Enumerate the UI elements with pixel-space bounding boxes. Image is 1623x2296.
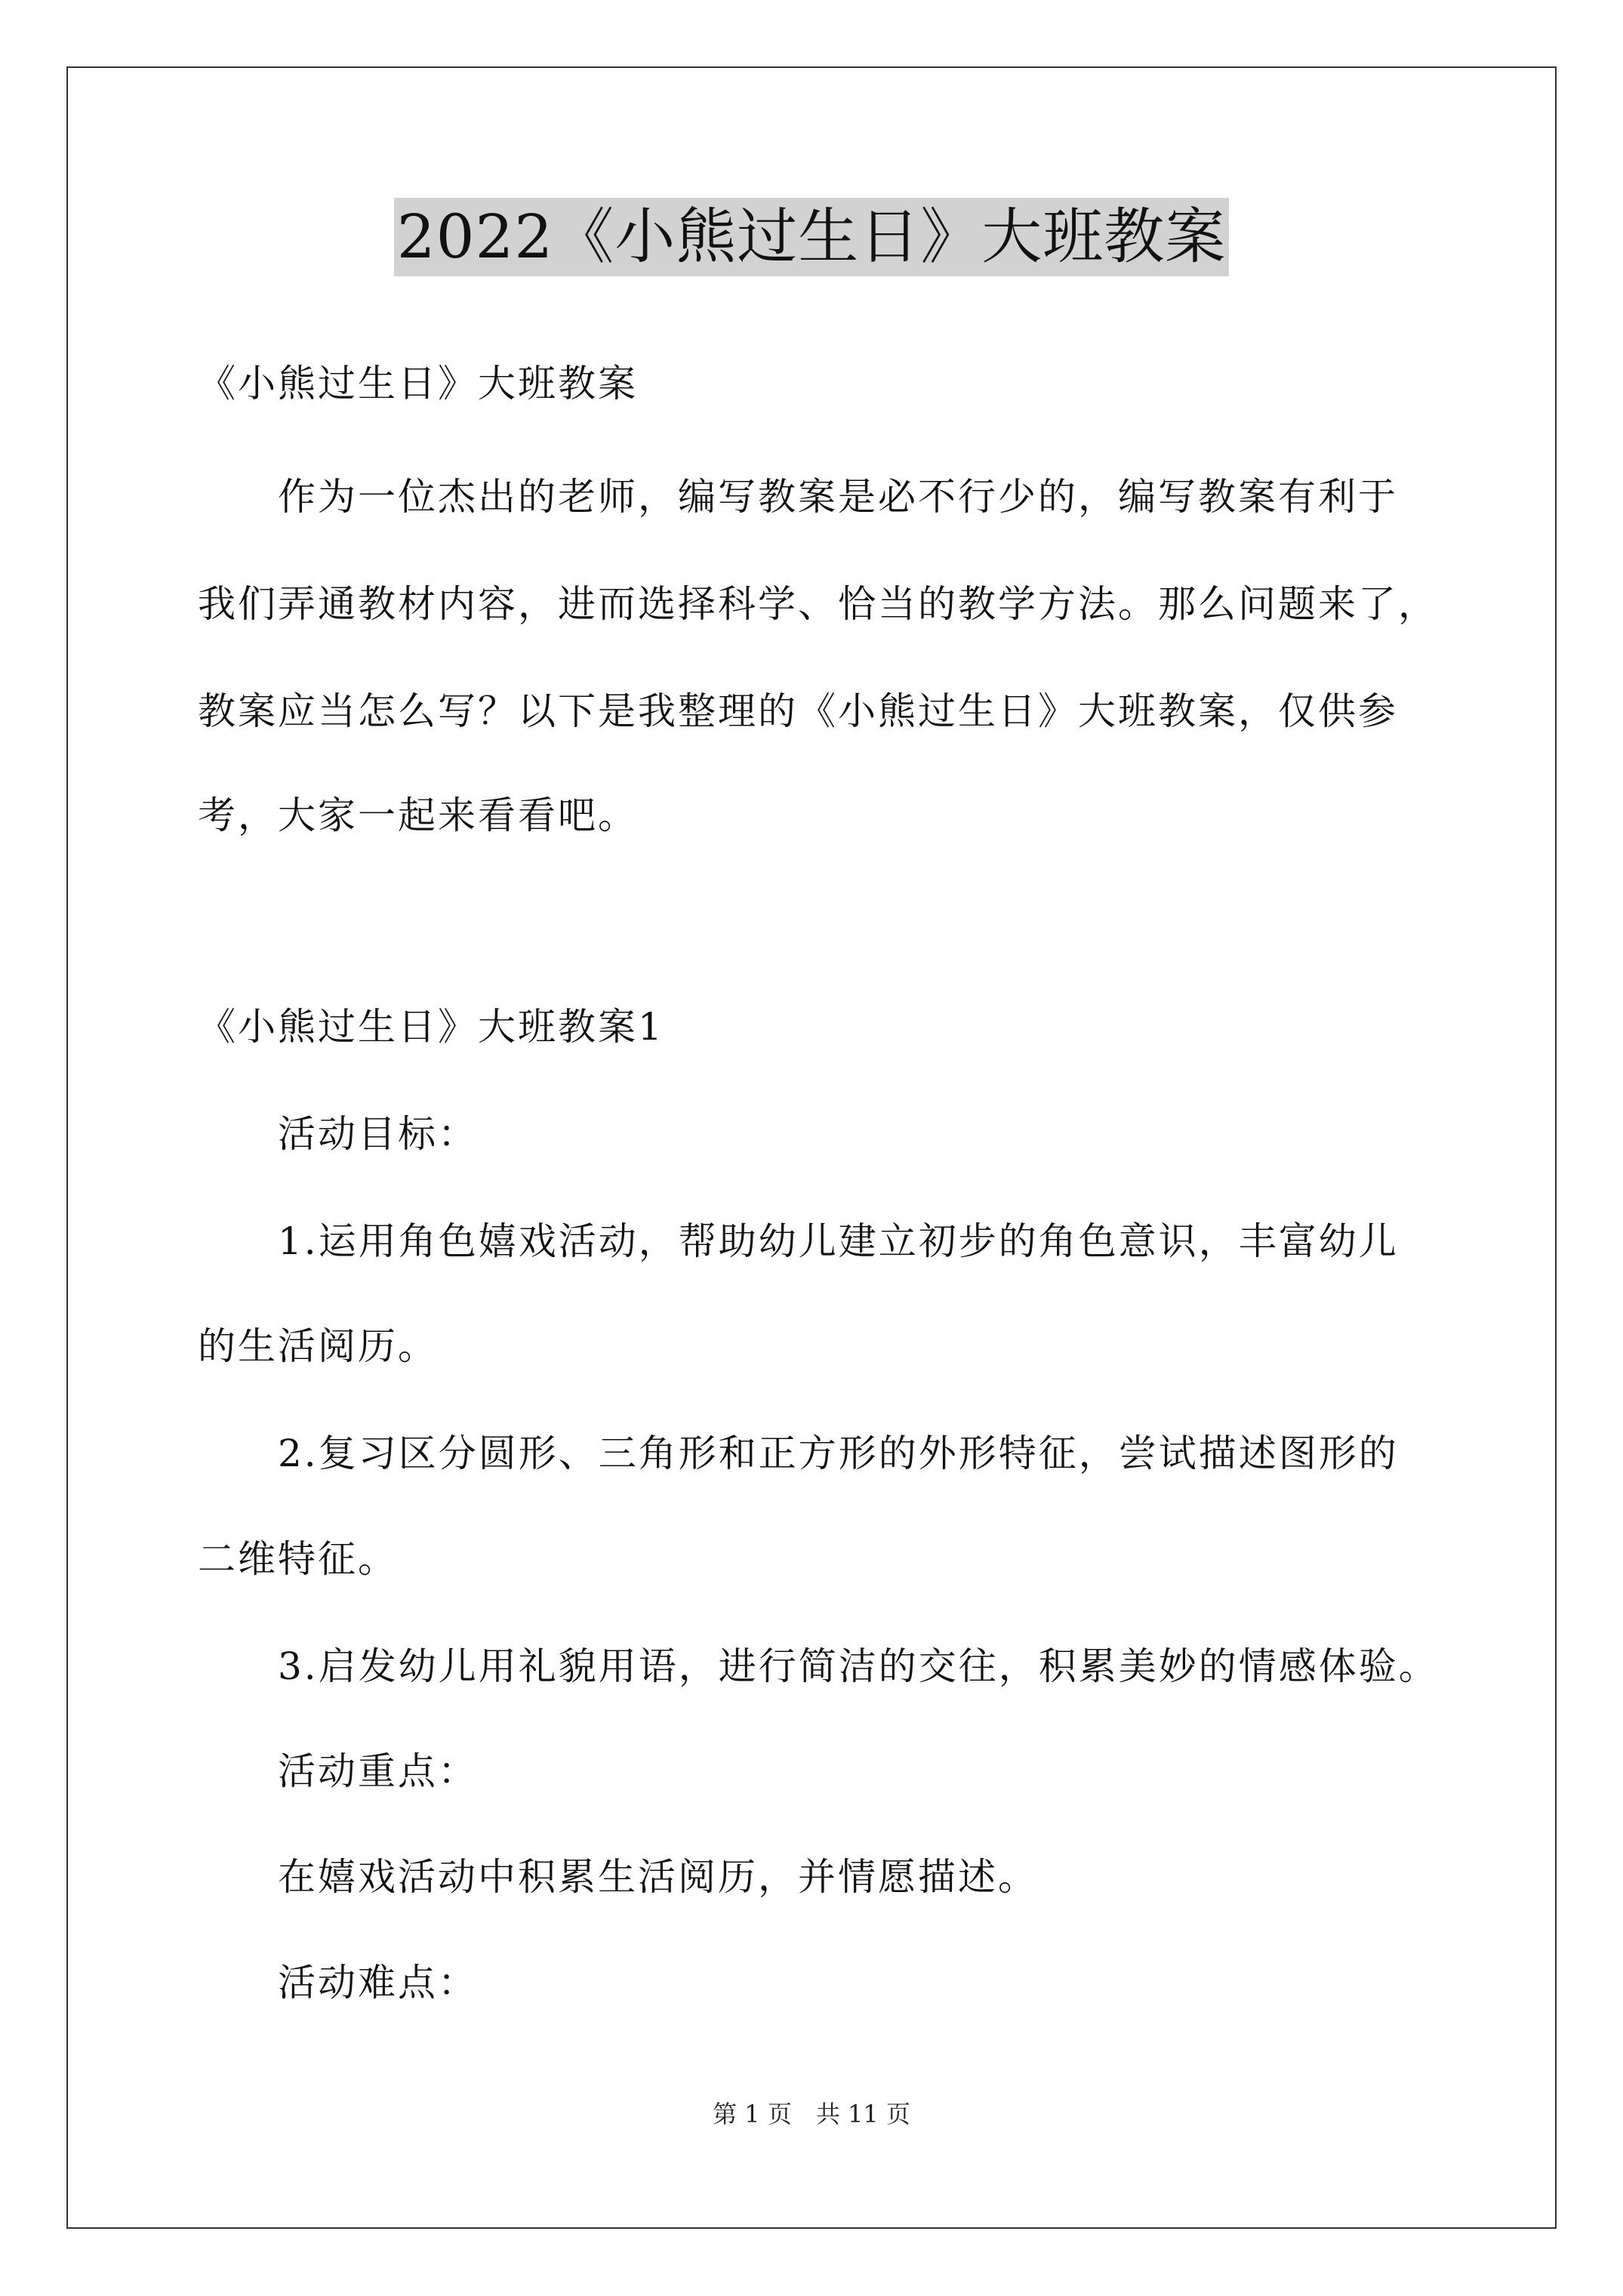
goal-2-line-2: 二维特征。 bbox=[198, 1537, 398, 1581]
intro-line-2: 我们弄通教材内容，进而选择科学、恰当的教学方法。那么问题来了， bbox=[198, 582, 1438, 626]
goal-1-line-1: 1.运用角色嬉戏活动，帮助幼儿建立初步的角色意识，丰富幼儿 bbox=[278, 1219, 1399, 1263]
goal-2-line-1: 2.复习区分圆形、三角形和正方形的外形特征，尝试描述图形的 bbox=[278, 1432, 1399, 1475]
difficulty-label: 活动难点： bbox=[278, 1961, 478, 2005]
page-footer: 第 1 页 共 11 页 bbox=[713, 2100, 910, 2128]
goal-1-line-2: 的生活阅历。 bbox=[198, 1324, 438, 1368]
goals-label: 活动目标： bbox=[278, 1112, 478, 1156]
section-heading: 《小熊过生日》大班教案1 bbox=[198, 1005, 664, 1049]
focus-label: 活动重点： bbox=[278, 1749, 478, 1793]
goal-3-line: 3.启发幼儿用礼貌用语，进行简洁的交往，积累美妙的情感体验。 bbox=[278, 1644, 1439, 1688]
intro-line-3: 教案应当怎么写？以下是我整理的《小熊过生日》大班教案，仅供参 bbox=[198, 689, 1398, 733]
intro-line-1: 作为一位杰出的老师，编写教案是必不行少的，编写教案有利于 bbox=[278, 475, 1398, 519]
intro-line-4: 考，大家一起来看看吧。 bbox=[198, 794, 638, 837]
focus-text: 在嬉戏活动中积累生活阅历，并情愿描述。 bbox=[278, 1855, 1038, 1899]
title-container bbox=[0, 198, 1623, 276]
document-title: 2022《小熊过生日》大班教案 bbox=[394, 198, 1230, 276]
document-subtitle: 《小熊过生日》大班教案 bbox=[198, 362, 638, 405]
